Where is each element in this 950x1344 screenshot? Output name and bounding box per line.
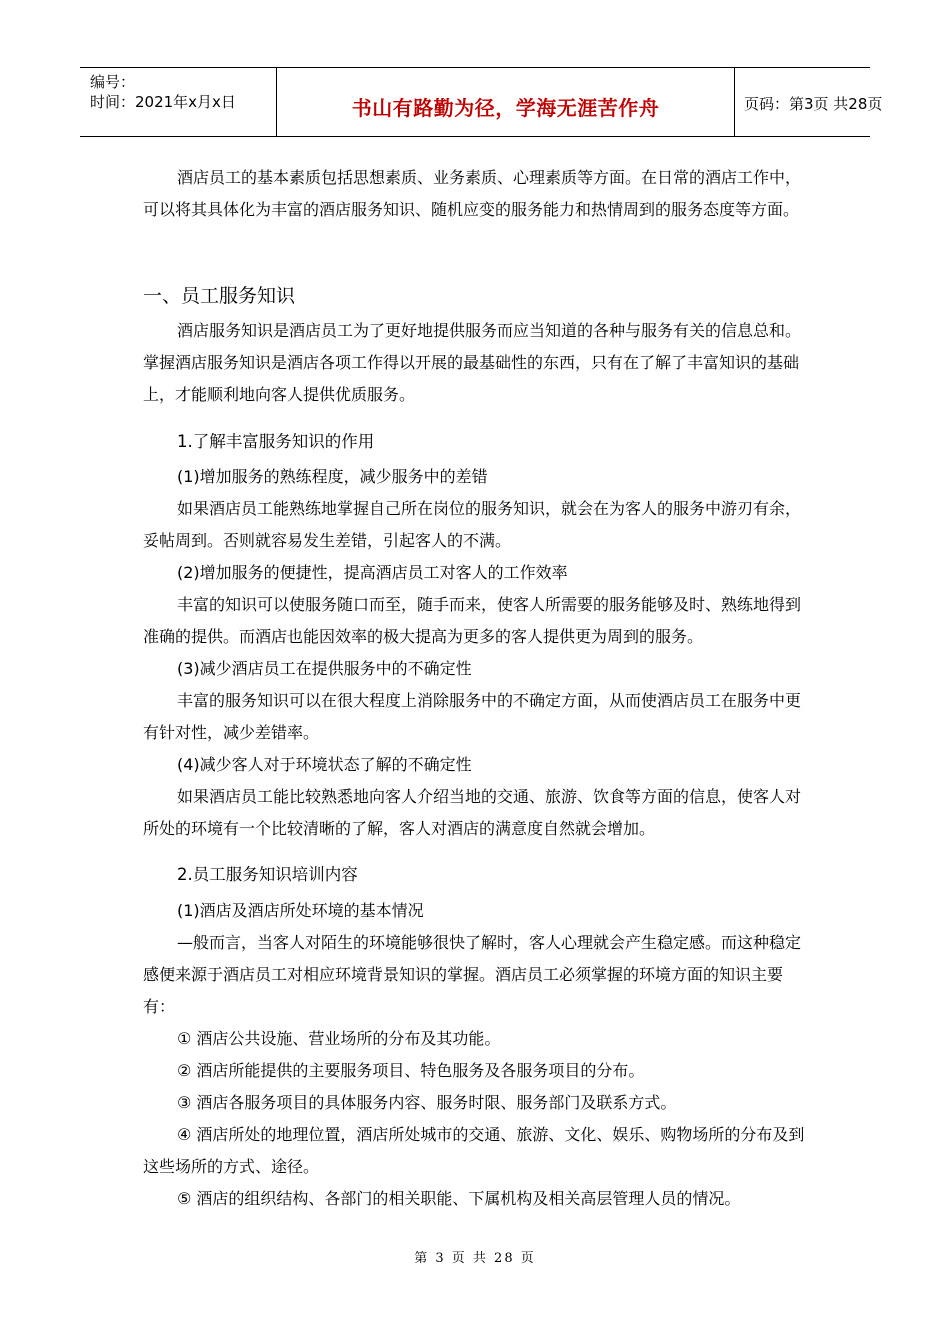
list-item: ② 酒店所能提供的主要服务项目、特色服务及各服务项目的分布。 — [177, 1061, 645, 1080]
header-middle-cell — [276, 68, 735, 136]
list-item: ③ 酒店各服务项目的具体服务内容、服务时限、服务部门及联系方式。 — [177, 1093, 677, 1112]
point-text: 如果酒店员工能比较熟悉地向客人介绍当地的交通、旅游、饮食等方面的信息，使客人对所处的环境有一个比较清晰的了解，客人对酒店的满意度自然就会增加。 — [143, 787, 802, 838]
section-heading: 一、员工服务知识 — [143, 285, 296, 307]
list-item: ⑤ 酒店的组织结构、各部门的相关职能、下属机构及相关高层管理人员的情况。 — [177, 1189, 741, 1208]
point-text: 如果酒店员工能熟练地掌握自己所在岗位的服务知识，就会在为客人的服务中游刃有余，妥帖周到。否则就容易发生差错，引起客人的不满。 — [143, 499, 802, 550]
point-title: (3)减少酒店员工在提供服务中的不确定性 — [177, 659, 472, 678]
subsection-heading: 2.员工服务知识培训内容 — [177, 865, 358, 884]
header-motto: 书山有路勤为径，学海无涯苦作舟 — [351, 96, 660, 120]
list-item: ④ 酒店所处的地理位置，酒店所处城市的交通、旅游、文化、娱乐、购物场所的分布及到这些场所的方式、途径。 — [143, 1125, 805, 1176]
point-title: (1)增加服务的熟练程度，减少服务中的差错 — [177, 467, 488, 486]
point-title: (4)减少客人对于环境状态了解的不确定性 — [177, 755, 472, 774]
point-title: (1)酒店及酒店所处环境的基本情况 — [177, 901, 424, 920]
point-text: —般而言，当客人对陌生的环境能够很快了解时，客人心理就会产生稳定感。而这种稳定感便来源于酒店员工对相应环境背景知识的掌握。酒店员工必须掌握的环境方面的知识主要有： — [143, 933, 802, 1016]
header-right-cell — [734, 68, 883, 136]
intro-paragraph: 酒店员工的基本素质包括思想素质、业务素质、心理素质等方面。在日常的酒店工作中，可以将其具体化为丰富的酒店服务知识、随机应变的服务能力和热情周到的服务态度等方面。 — [143, 168, 802, 219]
header-page-info: 页码：第3页 共28页 — [744, 95, 883, 113]
list-item: ① 酒店公共设施、营业场所的分布及其功能。 — [177, 1029, 501, 1048]
document-number-label: 编号： — [90, 73, 136, 91]
page-header — [80, 67, 883, 137]
header-left-cell — [80, 68, 276, 136]
point-text: 丰富的知识可以使服务随口而至，随手而来，使客人所需要的服务能够及时、熟练地得到准确的提供。而酒店也能因效率的极大提高为更多的客人提供更为周到的服务。 — [143, 595, 802, 646]
subsection-heading: 1.了解丰富服务知识的作用 — [177, 432, 375, 451]
section-paragraph: 酒店服务知识是酒店员工为了更好地提供服务而应当知道的各种与服务有关的信息总和。掌握酒店服务知识是酒店各项工作得以开展的最基础性的东西，只有在了解了丰富知识的基础上，才能顺利地向客人提供优质服务。 — [143, 321, 802, 404]
document-date: 时间：2021年x月x日 — [90, 93, 236, 111]
point-title: (2)增加服务的便捷性，提高酒店员工对客人的工作效率 — [177, 563, 568, 582]
page-footer: 第 3 页 共 28 页 — [414, 1251, 536, 1266]
point-text: 丰富的服务知识可以在很大程度上消除服务中的不确定方面，从而使酒店员工在服务中更有针对性，减少差错率。 — [143, 691, 802, 742]
